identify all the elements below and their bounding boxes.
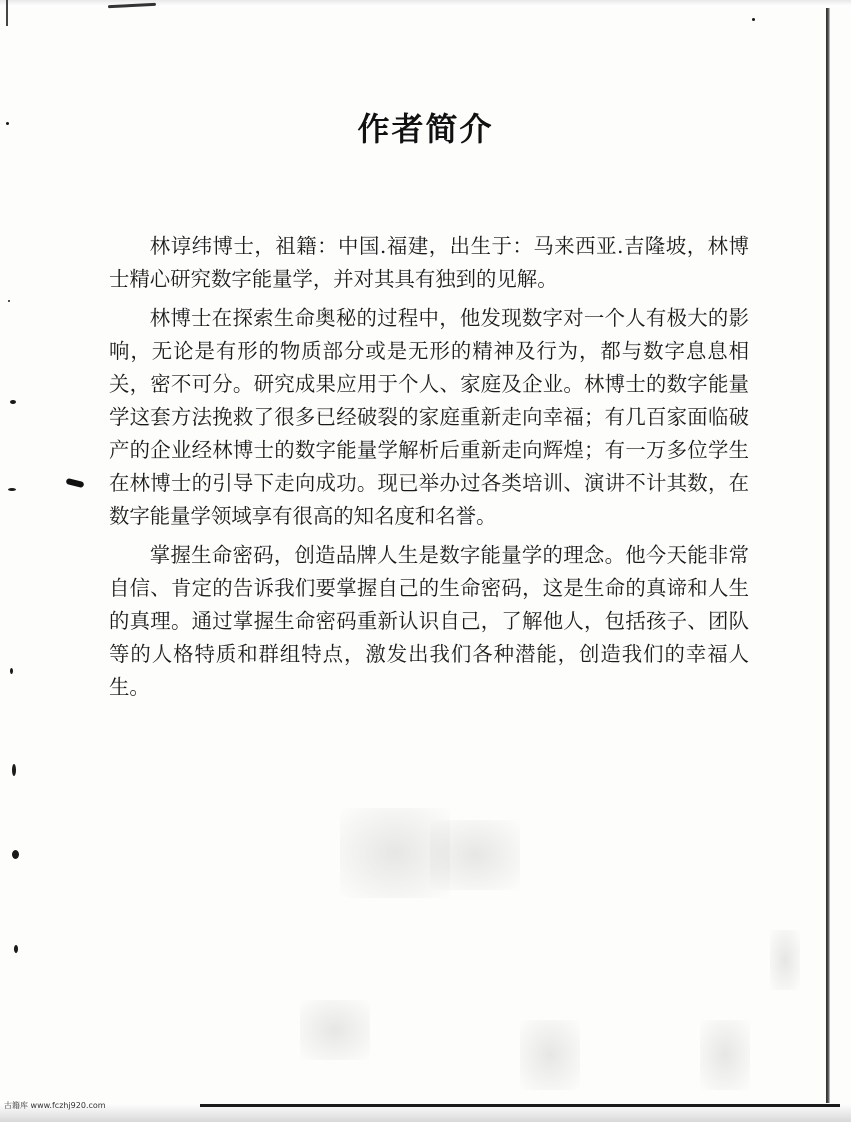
watermark-text: 古籍库 www.fczhj920.com: [4, 1101, 106, 1110]
scan-speck: [12, 850, 19, 859]
scan-speck: [752, 18, 755, 21]
paragraph-origin: 林谆纬博士，祖籍：中国.福建，出生于：马来西亚.吉隆坡，林博士精心研究数字能量学，并对其具有独到的见解。: [109, 234, 749, 291]
scan-smudge: [700, 1020, 750, 1090]
scan-speck: [14, 945, 18, 953]
scan-speck: [10, 400, 16, 404]
scan-speck: [8, 488, 16, 491]
paragraph-research: 林博士在探索生命奥秘的过程中，他发现数字对一个人有极大的影响，无论是有形的物质部分或是无形的精神及行为，都与数字息息相关，密不可分。研究成果应用于个人、家庭及企业。林博士的数字能量学这套方法挽救了很多已经破裂的家庭重新走向幸福；有几百家面临破产的企业经林博士的数字能量学解析后重新走向辉煌；有一万多位学生在林博士的引导下走向成功。现已举办过各类培训、演讲不计其数，在数字能量学领域享有很高的知名度和名誉。: [109, 306, 749, 528]
scan-speck: [10, 668, 13, 674]
scan-bottom-line: [200, 1104, 840, 1107]
scan-dash-mark: [66, 478, 85, 488]
scan-smudge: [520, 1020, 580, 1090]
scan-right-edge: [826, 8, 830, 1108]
paragraph-philosophy: 掌握生命密码，创造品牌人生是数字能量学的理念。他今天能非常自信、肯定的告诉我们要掌握自己的生命密码，这是生命的真谛和人生的真理。通过掌握生命密码重新认识自己，了解他人，包括孩子、团队等的人格特质和群组特点，激发出我们各种潜能，创造我们的幸福人生。: [109, 543, 749, 699]
scan-speck: [12, 764, 16, 776]
biography-text: [109, 230, 749, 704]
scan-smudge: [770, 930, 800, 990]
scan-smudge: [430, 820, 520, 890]
scan-artifact-top-left-line: [6, 0, 8, 26]
scan-speck: [8, 300, 10, 302]
scan-smudge: [300, 1000, 370, 1060]
page-title: 作者简介: [357, 110, 494, 148]
